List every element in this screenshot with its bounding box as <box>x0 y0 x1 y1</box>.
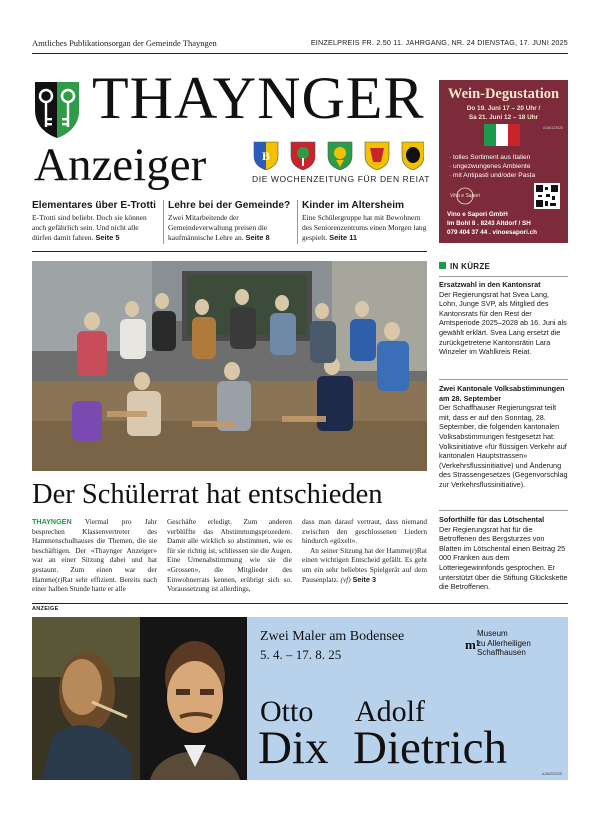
dietrich-portrait-image <box>140 617 247 780</box>
article-text: dass man darauf vertraut, dass niemand zwischen den geschlossenen Liedern hindurch «güxelt». <box>302 517 427 546</box>
ad-code: A1561Z2025 <box>542 126 563 130</box>
news-item-title: Soforthilfe für das Lötschental <box>439 515 545 524</box>
ad-contact[interactable]: 079 404 37 44 . vinoesapori.ch <box>447 229 537 236</box>
page-ref[interactable]: Seite 5 <box>95 233 120 242</box>
teaser-lehre[interactable] <box>168 200 296 243</box>
ad-bullets <box>449 153 535 180</box>
ad-bullet: · tolles Sortiment aus Italien <box>449 154 531 161</box>
ad-title: Zwei Maler am Bodensee <box>260 629 405 644</box>
dix-painting-image <box>32 617 140 780</box>
ad-bullet: · mit Antipasti und/oder Pasta <box>449 172 536 179</box>
qr-code-icon[interactable] <box>534 183 560 209</box>
thayngen-crest-icon <box>33 80 81 140</box>
article-column-2 <box>167 517 292 594</box>
teaser-text: E-Trotti sind beliebt. Doch sie können auch gefährlich sein. Und nicht alle dürfen damit fahren. Seite 5 <box>32 213 147 242</box>
article-author: (vf) <box>340 574 351 584</box>
municipal-crests <box>252 140 424 170</box>
news-item <box>439 280 568 357</box>
ad-dates: 5. 4. – 17. 8. 25 <box>260 647 342 662</box>
teaser-text: Eine Schülergruppe hat mit Bewohnern des Seniorenzentrums einen Morgen lang gespielt. Seite 11 <box>302 213 427 242</box>
divider <box>32 251 427 252</box>
crest-icon <box>365 142 389 170</box>
issue-info: EINZELPREIS FR. 2.50 11. JAHRGANG, NR. 24 DIENSTAG, 17. JUNI 2025 <box>310 38 568 47</box>
article-text: An seiner Sitzung hat der Hamme(r)Rat einen wichtigen Entscheid gefällt. Es geht um ein sehr beliebtes Spielgerät auf dem Pausenplatz. <box>302 545 427 584</box>
ad-address: Im Bohl 8 . 8243 Altdorf / SH <box>447 220 531 227</box>
artist-first-name: Adolf <box>355 695 425 728</box>
ad-code: A1562Z2025 <box>541 772 562 776</box>
publication-note: Amtliches Publikationsorgan der Gemeinde Thayngen <box>32 38 217 48</box>
news-item-title: Zwei Kantonale Volksabstimmungen am 28. September <box>439 384 565 403</box>
vino-e-sapori-logo <box>445 186 485 208</box>
teaser-altersheim[interactable] <box>302 200 430 243</box>
masthead-title-second: Anzeiger <box>34 139 207 191</box>
divider <box>439 379 568 380</box>
teaser-title: Lehre bei der Gemeinde? <box>168 200 291 211</box>
divider <box>32 603 568 604</box>
article-text: Geschäfte erledigt. Zum anderen verblüffte das Abstimmungsprozedere. Damit alle wirklich so abstimmen, wie es für sie richtig ist, schliessen sie die Augen. Eine Urnenabstimmung wie sie die «Grossen», die Mitglieder des Einwohnerrats kennen, erübrigt sich so. Voraussetzung ist allerdings, <box>167 517 292 594</box>
teaser-title: Kinder im Altersheim <box>302 200 405 211</box>
article-text: Viermal pro Jahr besprechen Klassenvertreter des Hammenschulhauses die Themen, die sie beschäftigen. Der «Thaynger Anzeiger» war an einer Sitzung dabei und hat gestaunt. Zum einen war der Hamme(r)Rat sehr effizient. Bereits nach einer halben Stunde hatte er alle <box>32 517 157 594</box>
divider <box>439 510 568 511</box>
artist-last-name: Dix <box>258 722 329 774</box>
sidebar-header: IN KÜRZE <box>439 262 568 271</box>
news-item-text: Der Regierungsrat hat Svea Lang, Lohn, Junge SVP, als Mitglied des Kantonsrats für den Rest der Amtsperiode 2025–2028 ab 16. Juni als gewählt erklärt. Svea Lang ersetzt die zurückgetretene Kantonsrätin Lara Winzeler im Wahlkreis Reiat. <box>439 289 567 357</box>
ad-date-1: Do 19. Juni 17 – 20 Uhr / <box>466 105 541 112</box>
news-item-text: Der Regierungsrat hat für die Betroffenen des Bergsturzes von Blatten im Lötschental einen Beitrag 25 000 Franken aus dem Lotteriegewinnfonds gesprochen. Er unterstützt über die Stiftung Glückskette die Betroffenen. <box>439 524 568 592</box>
teaser-etrotti[interactable] <box>32 200 160 243</box>
logo-text: Vino e Sapori <box>450 193 480 199</box>
news-item-text: Der Schaffhauser Regierungsrat teilt mit, dass er auf den Sonntag, 28. September, die folgenden kantonalen Volksabstimmungen festgesetzt hat: Volksinitiative «für flüssigen Verkehr auf kantonalen Hauptstrassen» (Verkehrsflussinitiative) und Änderung des Strassengesetzes (Gegenvorschlag zur Verkehrsflussinitiative). <box>439 403 568 489</box>
masthead-title: THAYNGER <box>92 65 425 131</box>
museum-logo: Museum zu Allerheiligen Schaffhausen <box>477 629 531 657</box>
masthead-subtitle: DIE WOCHENZEITUNG FÜR DEN REIAT <box>252 174 431 184</box>
page-ref[interactable]: Seite 3 <box>352 574 377 584</box>
article-kicker: THAYNGEN <box>32 517 72 526</box>
ad-company: Vino e Sapori GmbH <box>447 211 508 218</box>
wine-tasting-ad[interactable] <box>439 80 568 243</box>
in-kuerze-sidebar <box>439 262 568 602</box>
crest-icon <box>402 142 424 170</box>
divider <box>297 200 298 244</box>
divider <box>163 200 164 244</box>
news-item-title: Ersatzwahl in den Kantonsrat <box>439 280 541 289</box>
article-column-3 <box>302 517 427 584</box>
ad-label: ANZEIGE <box>32 606 59 612</box>
museum-exhibition-ad[interactable] <box>32 617 568 780</box>
ad-date-2: Sa 21. Juni 12 – 18 Uhr <box>468 114 539 121</box>
page-ref[interactable]: Seite 8 <box>245 233 270 242</box>
teaser-text: Zwei Mitarbeitende der Gemeindeverwaltung preisen die kaufmännische Lehre an. Seite 8 <box>168 213 270 242</box>
artist-first-name: Otto <box>260 695 314 728</box>
student-council-photo <box>32 261 427 471</box>
svg-text:B: B <box>262 149 271 163</box>
news-item <box>439 384 568 490</box>
news-item <box>439 515 568 592</box>
italian-flag-icon <box>484 124 520 146</box>
crest-icon <box>254 142 278 170</box>
main-headline[interactable]: Der Schülerrat hat entschieden <box>32 479 383 510</box>
ad-bullet: · ungezwungenes Ambiente <box>449 163 531 170</box>
article-column-1 <box>32 517 157 594</box>
museum-logo-mark: m¹ <box>465 637 480 652</box>
crest-icon <box>328 142 352 170</box>
green-square-icon <box>439 262 446 269</box>
crest-icon <box>291 142 315 170</box>
teaser-title: Elementares über E-Trotti <box>32 200 156 211</box>
top-bar <box>32 38 568 52</box>
divider <box>32 53 568 54</box>
ad-heading: Wein-Degustation <box>447 86 560 102</box>
divider <box>439 276 568 277</box>
artist-last-name: Dietrich <box>353 722 507 774</box>
page-ref[interactable]: Seite 11 <box>329 233 358 242</box>
